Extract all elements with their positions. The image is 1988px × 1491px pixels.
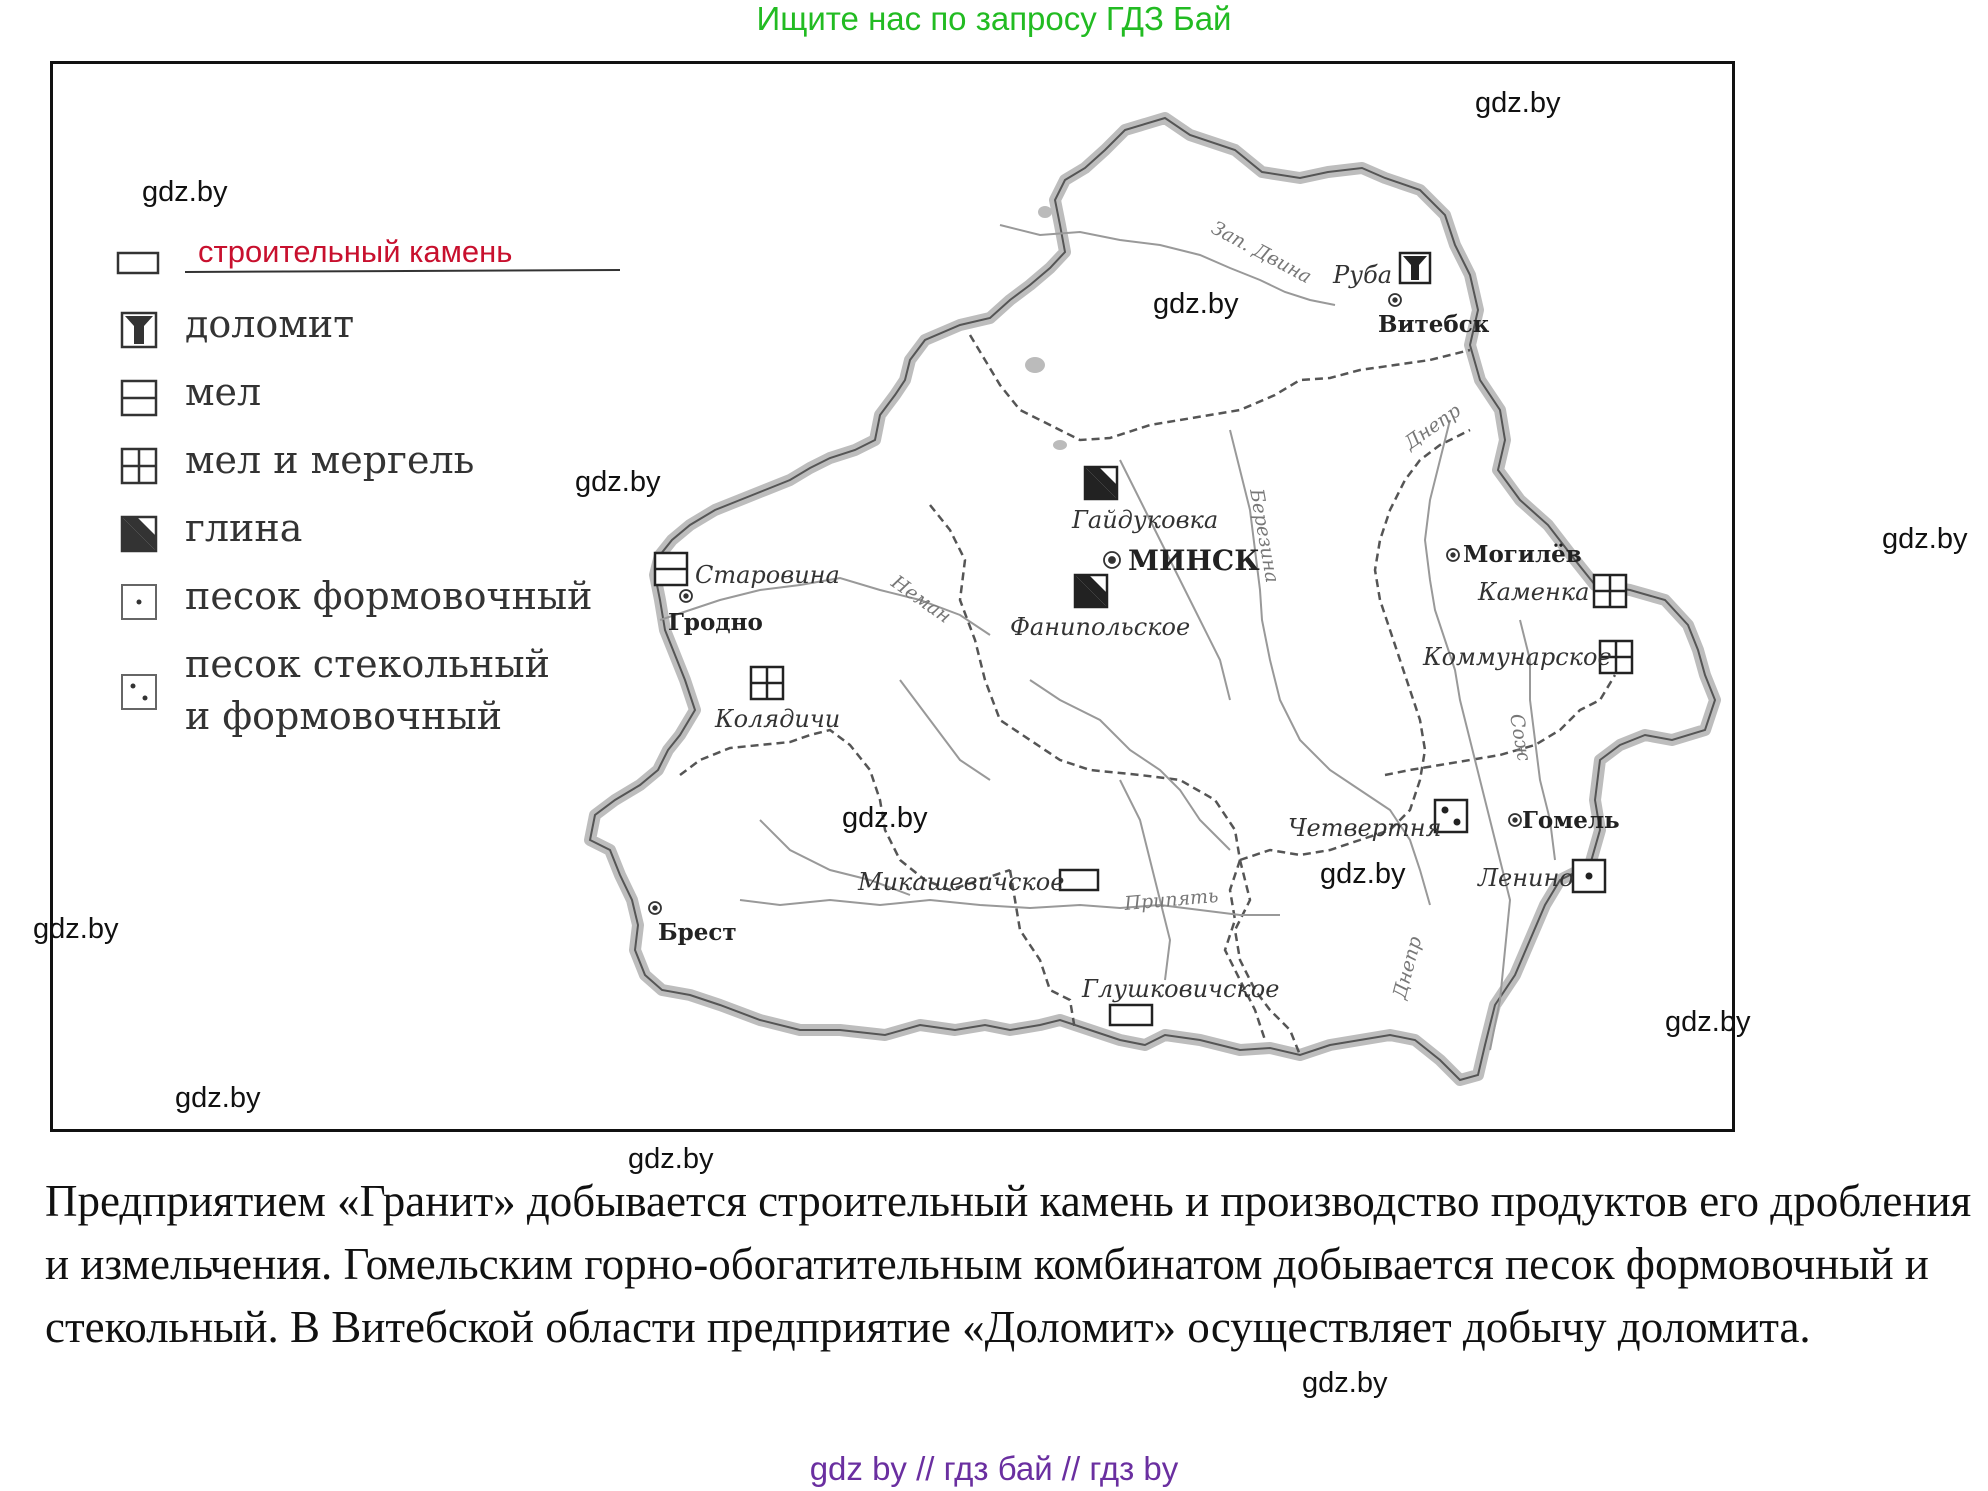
- watermark: gdz.by: [33, 913, 119, 945]
- place-label-ruba: Руба: [1333, 261, 1393, 289]
- watermark: gdz.by: [1320, 858, 1406, 890]
- molding-sand-icon: [122, 585, 156, 619]
- watermark: gdz.by: [142, 176, 228, 208]
- place-label-kommunarskoe: Коммунарское: [1423, 643, 1612, 671]
- watermark: gdz.by: [575, 466, 661, 498]
- deposit-chalk-starovina: [655, 553, 687, 585]
- city-label-minsk: МИНСК: [1128, 544, 1260, 577]
- deposit-dolomite-ruba: [1400, 253, 1430, 283]
- river-label-dnepr-south: Днепр: [1388, 934, 1427, 1002]
- answer-text: Предприятием «Гранит» добывается строительный камень и производство продуктов его дробления и измельчения. Гомельским горно-обогатительным комбинатом добывается песок формовочный и стекольный. В Витебской области предприятие «Доломит» осуществляет добычу доломита.: [45, 1176, 1972, 1352]
- river-label-dnepr-north: Днепр: [1400, 399, 1465, 455]
- watermark: gdz.by: [1153, 288, 1239, 320]
- watermark: gdz.by: [1302, 1367, 1388, 1399]
- deposit-chalk-marl-kamenka: [1594, 575, 1626, 607]
- legend-label-dolomite: доломит: [185, 302, 355, 346]
- watermark: gdz.by: [1475, 87, 1561, 119]
- place-label-gaidukovka: Гайдуковка: [1072, 506, 1219, 534]
- city-label-gomel: Гомель: [1522, 807, 1620, 834]
- deposit-stone-mikashevichskoe: [1060, 870, 1098, 890]
- river-label-sozh: Сож: [1505, 712, 1536, 763]
- dolomite-icon: [122, 313, 156, 347]
- glass-sand-icon: [122, 675, 156, 709]
- watermark: gdz.by: [628, 1143, 714, 1175]
- legend-label-molding-sand: песок формовочный: [185, 574, 593, 618]
- city-label-vitebsk: Витебск: [1378, 311, 1490, 338]
- watermark: gdz.by: [842, 802, 928, 834]
- city-label-mogilev: Могилёв: [1463, 541, 1582, 568]
- watermark: gdz.by: [1882, 523, 1968, 555]
- legend-label-building-stone: строительный камень: [198, 234, 513, 269]
- legend-icons: [118, 253, 158, 709]
- rectangle-icon: [118, 253, 158, 273]
- deposit-molding-sand-lenino: [1573, 860, 1605, 892]
- place-label-chetvertnya: Четвертня: [1288, 814, 1442, 842]
- legend-label-chalk: мел: [185, 370, 262, 414]
- chalk-icon: [122, 381, 156, 415]
- legend-label-clay: глина: [185, 506, 303, 550]
- place-label-kamenka: Каменка: [1478, 578, 1590, 606]
- legend-label-glass-sand-line1: песок стекольный: [185, 642, 550, 686]
- place-label-glushkovichskoe: Глушковичское: [1082, 975, 1280, 1003]
- river-label-berezina: Березина: [1245, 487, 1284, 585]
- city-label-grodno: Гродно: [668, 609, 763, 636]
- deposit-clay-gaidukovka: [1085, 467, 1117, 499]
- chalk-marl-icon: [122, 449, 156, 483]
- top-banner: Ищите нас по запросу ГДЗ Бай: [756, 0, 1232, 37]
- river-label-neman: Неман: [887, 571, 955, 628]
- watermark: gdz.by: [175, 1082, 261, 1114]
- clay-icon: [122, 517, 156, 551]
- river-label-pripyat: Припять: [1123, 884, 1220, 915]
- place-label-lenino: Ленино: [1478, 864, 1574, 892]
- footer-links: gdz by // гдз бай // гдз by: [809, 1450, 1179, 1487]
- place-label-mikashevichskoe: Микашевичское: [858, 868, 1065, 896]
- place-label-fanipolskoe: Фанипольское: [1010, 613, 1191, 641]
- handwritten-underline: [185, 270, 620, 272]
- watermark: gdz.by: [1665, 1006, 1751, 1038]
- place-label-starovina: Старовина: [695, 561, 840, 589]
- deposit-chalk-marl-kolyadichi: [751, 667, 783, 699]
- place-label-kolyadichi: Колядичи: [715, 705, 841, 733]
- river-label-zap-dvina: Зап. Двина: [1207, 216, 1316, 289]
- legend-label-glass-sand-line2: и формовочный: [185, 694, 503, 738]
- legend-label-chalk-marl: мел и мергель: [185, 438, 475, 482]
- deposit-stone-glushkovichskoe: [1110, 1005, 1152, 1025]
- city-label-brest: Брест: [658, 919, 737, 946]
- deposit-clay-fanipolskoe: [1075, 575, 1107, 607]
